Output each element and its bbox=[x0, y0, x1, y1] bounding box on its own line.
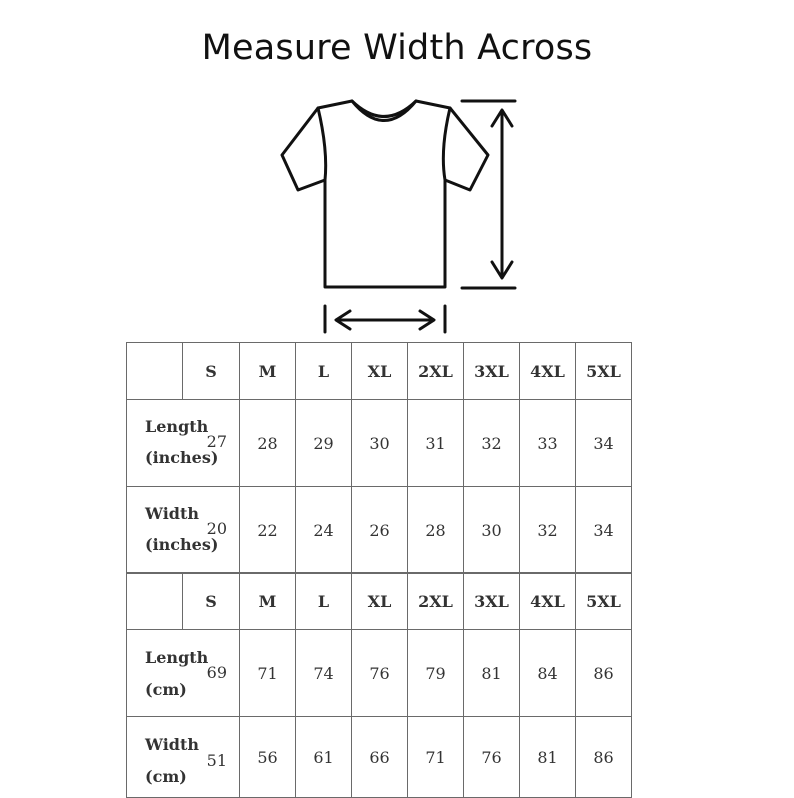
table-cell-value: 33 bbox=[520, 400, 576, 487]
table-cell-value: 81 bbox=[464, 630, 520, 717]
size-header: XL bbox=[352, 343, 408, 400]
table-cell-value: 79 bbox=[408, 630, 464, 717]
table-cell-value: 34 bbox=[576, 400, 632, 487]
size-header: S bbox=[183, 343, 240, 400]
table-cell-value: 74 bbox=[296, 630, 352, 717]
table-cell-value: 56 bbox=[240, 717, 296, 798]
table-cell-value: 84 bbox=[520, 630, 576, 717]
size-header: 2XL bbox=[408, 343, 464, 400]
tshirt-collar bbox=[352, 101, 416, 117]
size-header: S bbox=[183, 573, 240, 630]
size-header: 4XL bbox=[520, 343, 576, 400]
table-cell-value: 81 bbox=[520, 717, 576, 798]
table-cell-value: 27 bbox=[206, 432, 227, 451]
size-header: 5XL bbox=[576, 573, 632, 630]
table-cell-value: 32 bbox=[464, 400, 520, 487]
row-label-line1: Length bbox=[145, 417, 209, 436]
table-cell-value: 32 bbox=[520, 487, 576, 574]
size-header: M bbox=[240, 343, 296, 400]
table-cell-value: 86 bbox=[576, 717, 632, 798]
table-cell-value: 86 bbox=[576, 630, 632, 717]
table-row bbox=[127, 630, 632, 717]
table-cell-value: 71 bbox=[408, 717, 464, 798]
table-cell-value: 29 bbox=[296, 400, 352, 487]
table-cell-value: 61 bbox=[296, 717, 352, 798]
tshirt-diagram bbox=[0, 0, 794, 340]
table-cell-value: 51 bbox=[206, 751, 227, 770]
sleeve-seam-left bbox=[318, 108, 326, 180]
table-cell-value: 24 bbox=[296, 487, 352, 574]
page-title: Measure Width Across bbox=[201, 28, 593, 68]
table-row bbox=[127, 487, 632, 574]
size-header: M bbox=[240, 573, 296, 630]
size-table-inches bbox=[126, 342, 632, 574]
size-header-row bbox=[127, 343, 632, 400]
table-cell-value: 76 bbox=[464, 717, 520, 798]
row-label-cell bbox=[127, 717, 240, 798]
size-header: L bbox=[296, 573, 352, 630]
table-cell-value: 20 bbox=[206, 519, 227, 538]
size-header: L bbox=[296, 343, 352, 400]
row-label-line1: Width bbox=[145, 504, 199, 523]
table-cell-value: 34 bbox=[576, 487, 632, 574]
table-cell-value: 76 bbox=[352, 630, 408, 717]
table-row bbox=[127, 400, 632, 487]
size-header: 5XL bbox=[576, 343, 632, 400]
row-label-line2: (inches) bbox=[145, 535, 219, 554]
row-label-cell bbox=[127, 630, 240, 717]
table-cell-value: 26 bbox=[352, 487, 408, 574]
table-cell-value: 66 bbox=[352, 717, 408, 798]
size-header: 3XL bbox=[464, 343, 520, 400]
table-cell-value: 69 bbox=[206, 663, 227, 682]
table-cell-value: 28 bbox=[408, 487, 464, 574]
table-cell-value: 31 bbox=[408, 400, 464, 487]
size-header: XL bbox=[352, 573, 408, 630]
row-label-cell bbox=[127, 400, 240, 487]
sleeve-seam-right bbox=[443, 108, 450, 180]
size-table-cm bbox=[126, 572, 632, 798]
table-cell-value: 28 bbox=[240, 400, 296, 487]
table-cell-value: 30 bbox=[352, 400, 408, 487]
size-header: 2XL bbox=[408, 573, 464, 630]
table-cell-value: 71 bbox=[240, 630, 296, 717]
row-label-line1: Length bbox=[145, 648, 209, 667]
tshirt-outline bbox=[282, 101, 488, 287]
row-label-line2: (cm) bbox=[145, 680, 187, 699]
row-label-line1: Width bbox=[145, 735, 199, 754]
row-label-line2: (inches) bbox=[145, 448, 219, 467]
size-header: 3XL bbox=[464, 573, 520, 630]
table-cell-value: 22 bbox=[240, 487, 296, 574]
row-label-cell bbox=[127, 487, 240, 574]
header-corner bbox=[127, 343, 183, 400]
size-header: 4XL bbox=[520, 573, 576, 630]
header-corner bbox=[127, 573, 183, 630]
table-row bbox=[127, 717, 632, 798]
table-cell-value: 30 bbox=[464, 487, 520, 574]
size-header-row bbox=[127, 573, 632, 630]
row-label-line2: (cm) bbox=[145, 767, 187, 786]
